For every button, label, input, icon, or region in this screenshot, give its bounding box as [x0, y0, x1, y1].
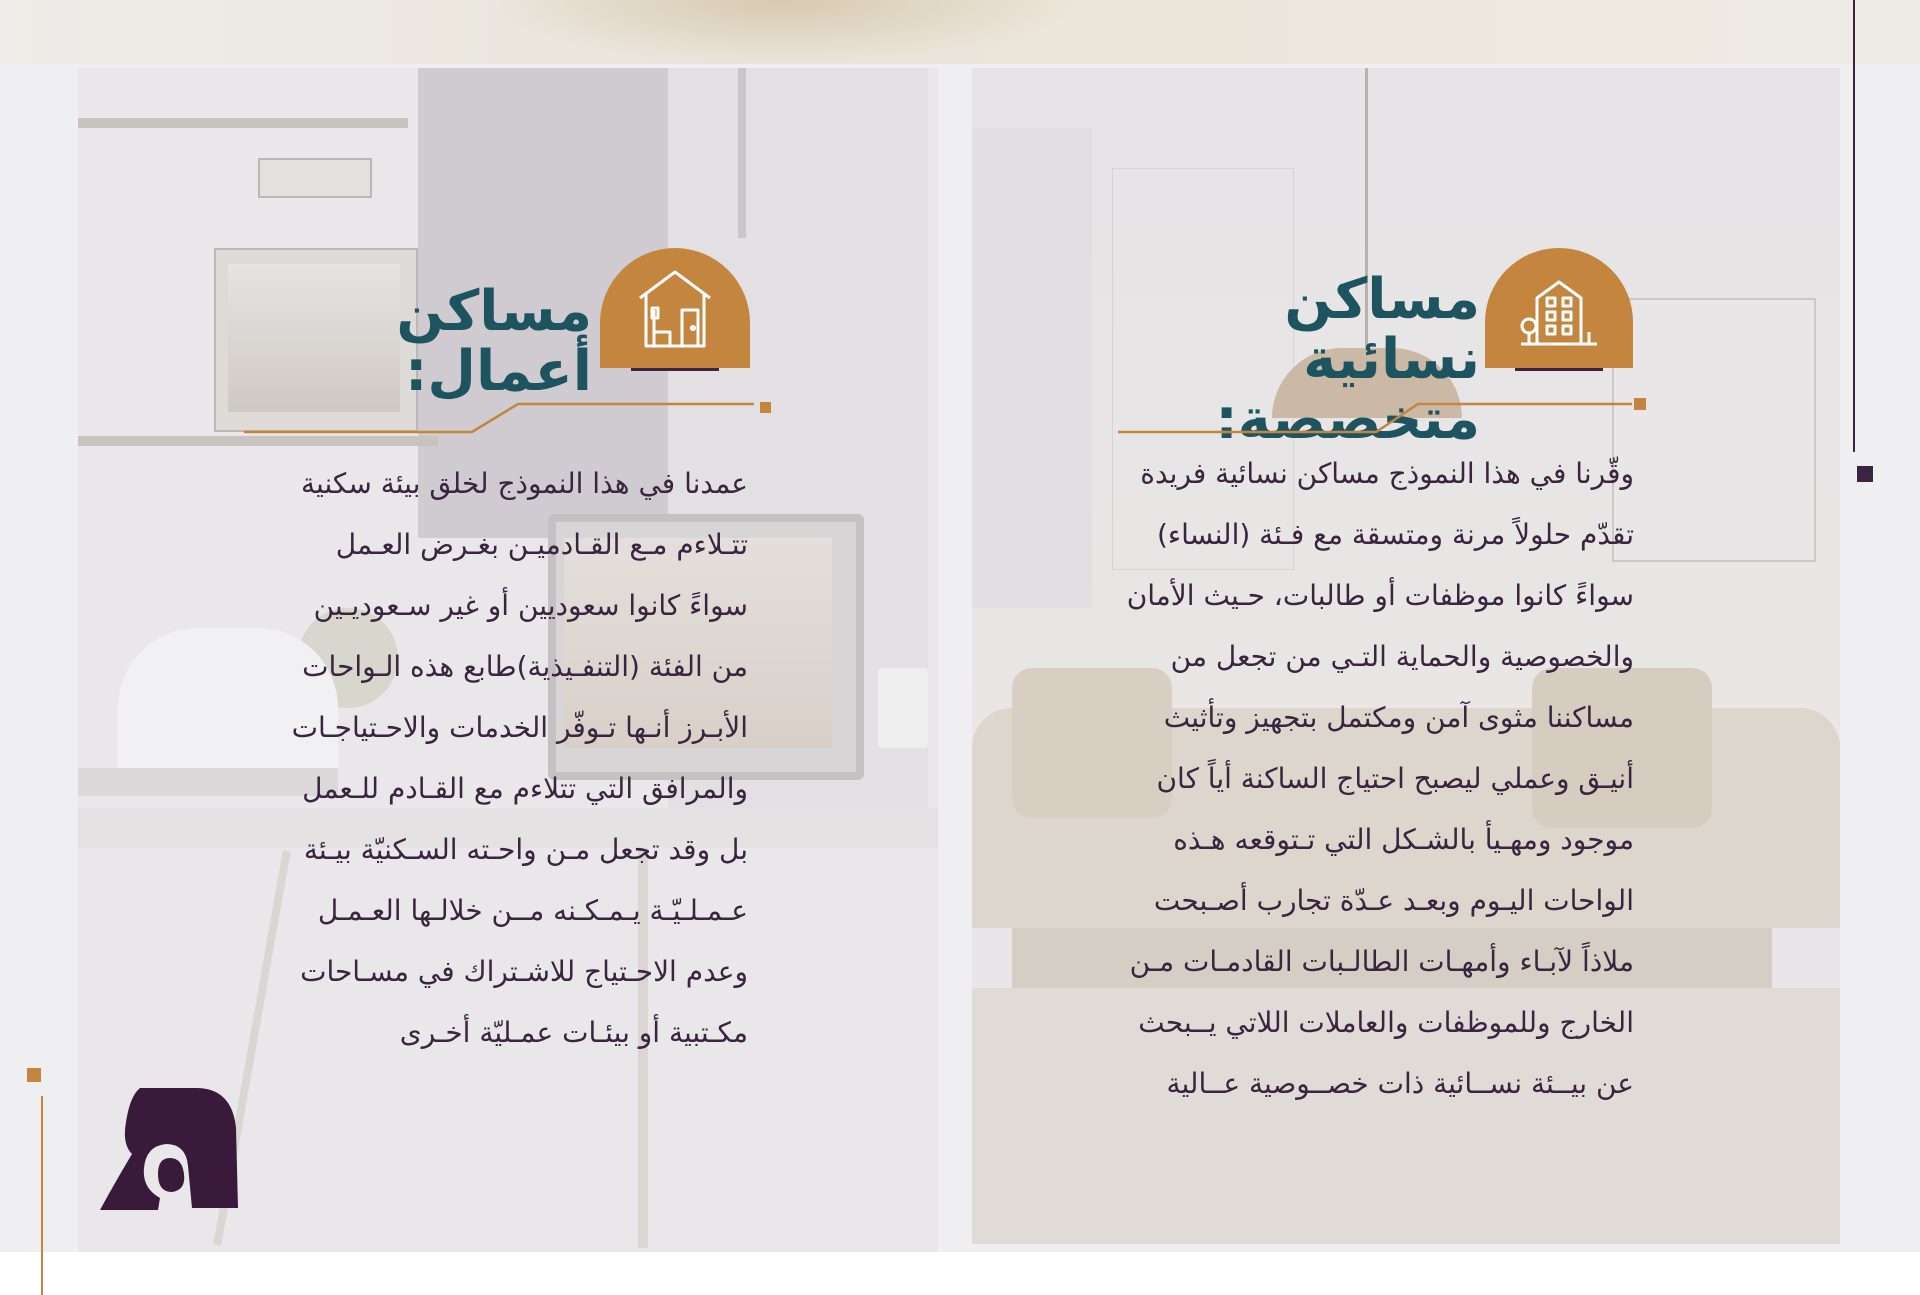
left-divider-line: [244, 402, 772, 438]
decorative-vertical-line-left: [41, 1096, 43, 1295]
right-divider-line: [1118, 398, 1650, 438]
right-icon-badge: [1485, 248, 1633, 368]
right-line-5: مساكننا مثوى آمن ومكتمل بتجهيز وتأثيث: [1163, 701, 1634, 734]
right-line-9: ملاذاً لآبـاء وأمهـات الطالـبات القادمـات مـن: [1129, 945, 1634, 978]
women-building-icon: [1485, 248, 1633, 368]
right-line-7: موجود ومهـيأ بالشـكل التي تـتوقعه هـذه: [1173, 823, 1634, 856]
right-line-3: سواءً كانوا موظفات أو طالبات، حـيث الأمان: [1126, 579, 1634, 612]
left-line-9: وعدم الاحـتياج للاشـتراك في مسـاحات: [300, 955, 748, 988]
left-icon-badge: [600, 248, 750, 368]
left-icon-underbar: [631, 368, 719, 371]
top-photo-band: [0, 0, 1920, 64]
right-line-2: تقدّم حلولاً مرنة ومتسقة مع فـئة (النساء): [1156, 518, 1634, 551]
right-line-10: الخارج وللموظفات والعاملات اللاتي يــبحث: [1138, 1006, 1634, 1039]
brand-logo: [100, 1088, 240, 1214]
decorative-square-right: [1857, 466, 1873, 482]
right-line-1: وقّرنا في هذا النموذج مساكن نسائية فريدة: [1140, 457, 1634, 490]
right-line-8: الواحات اليـوم وبعـد عـدّة تجارب أصـبحت: [1153, 884, 1634, 917]
left-section-title: مساكن أعمال:: [396, 279, 592, 404]
decorative-vertical-line-right: [1853, 0, 1855, 452]
left-line-8: عـمـلـيّـة يـمـكـنه مــن خلالـها العـمـل: [317, 894, 748, 927]
left-section-paragraph: [290, 453, 748, 1063]
right-line-11: عن بيــئة نســائية ذات خصــوصية عــالية: [1166, 1067, 1634, 1100]
right-title-line1: مساكن نسائية: [1284, 267, 1480, 392]
left-line-3: سواءً كانوا سعوديين أو غير سـعوديـين: [313, 589, 748, 622]
right-section-paragraph: [1126, 443, 1634, 1114]
left-line-7: بل وقد تجعل مـن واحـته السـكنيّة بيـئة: [303, 833, 748, 866]
right-icon-underbar: [1515, 368, 1603, 371]
left-line-5: الأبـرز أنـها تـوفّر الخدمات والاحـتياجـات: [291, 711, 748, 744]
lamp-glow: [480, 0, 1080, 64]
left-line-2: تتـلاءم مـع القـادميـن بغـرض العـمل: [335, 528, 748, 561]
decorative-square-left: [27, 1068, 41, 1082]
left-line-4: من الفئة (التنفـيذية)طابع هذه الـواحات: [302, 650, 748, 683]
right-line-6: أنيـق وعملي ليصبح احتياج الساكنة أياً كان: [1156, 762, 1634, 795]
left-line-6: والمرافق التي تتلاءم مع القـادم للـعمل: [302, 772, 748, 805]
right-title-line2: متخصصة:: [1215, 387, 1480, 452]
office-house-icon: [600, 248, 750, 368]
right-line-4: والخصوصية والحماية التـي من تجعل من: [1170, 640, 1634, 673]
left-line-1: عمدنا في هذا النموذج لخلق بيئة سكنية: [300, 467, 748, 500]
left-line-10: مكـتبية أو بيئـات عمـليّة أخـرى: [399, 1016, 748, 1049]
